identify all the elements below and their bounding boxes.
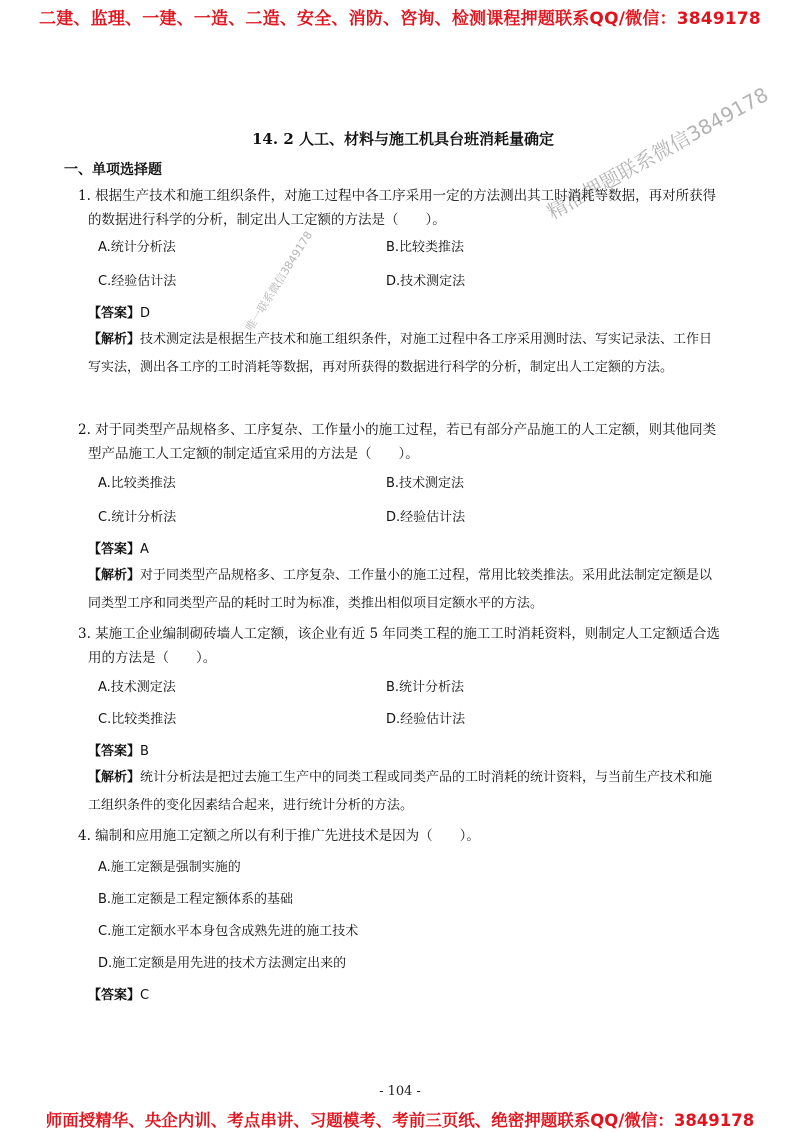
option-d: D.经验估计法 [386, 712, 466, 727]
answer-text: A [140, 542, 149, 557]
answer [88, 302, 150, 321]
answer [88, 740, 149, 759]
watermark-middle: 唯一联系微信3849178 [243, 229, 316, 334]
analysis [88, 764, 720, 820]
question-stem: 3. 某施工企业编制砌砖墙人工定额，该企业有近 5 年同类工程的施工工时消耗资料，则制定人工定额适合选用的方法是（ ）。 [78, 626, 720, 666]
option-d: D.施工定额是用先进的技术方法测定出来的 [98, 956, 347, 971]
option-b: B.比较类推法 [386, 240, 465, 255]
question-3 [78, 622, 728, 670]
option-d: D.技术测定法 [386, 274, 466, 289]
option-a: A.施工定额是强制实施的 [98, 860, 241, 875]
answer-marker: 【答案】 [88, 988, 141, 1003]
analysis [88, 562, 720, 618]
page-number: - 104 - [379, 1084, 421, 1099]
answer-marker: 【答案】 [88, 744, 141, 759]
question-stem: 1. 根据生产技术和施工组织条件，对施工过程中各工序采用一定的方法测出其工时消耗等数据，再对所获得的数据进行科学的分析，制定出人工定额的方法是（ ）。 [78, 188, 717, 228]
option-b: B.施工定额是工程定额体系的基础 [98, 892, 294, 907]
option-c: C.施工定额水平本身包含成熟先进的施工技术 [98, 924, 359, 939]
watermark-top: 精准押题联系微信3849178 [542, 82, 773, 225]
option-b: B.技术测定法 [386, 476, 465, 491]
answer-marker: 【解析】 [88, 568, 141, 583]
answer-text: 统计分析法是把过去施工生产中的同类工程或同类产品的工时消耗的统计资料，与当前生产技术和施工组织条件的变化因素结合起来，进行统计分析的方法。 [88, 770, 713, 813]
option-a: A.比较类推法 [98, 476, 176, 491]
answer-marker: 【解析】 [88, 770, 141, 785]
question-1 [78, 184, 728, 232]
page-title: 14. 2 人工、材料与施工机具台班消耗量确定 [252, 130, 554, 148]
footer-banner: 师面授精华、央企内训、考点串讲、习题模考、考前三页纸、绝密押题联系QQ/微信：3849178 [45, 1111, 755, 1130]
answer-marker: 【答案】 [88, 542, 141, 557]
question-stem: 4. 编制和应用施工定额之所以有利于推广先进技术是因为（ ）。 [78, 828, 480, 844]
analysis [88, 326, 720, 382]
question-stem: 2. 对于同类型产品规格多、工序复杂、工作量小的施工过程，若已有部分产品施工的人工定额，则其他同类型产品施工人工定额的制定适宜采用的方法是（ ）。 [78, 422, 717, 462]
option-a: A.统计分析法 [98, 240, 176, 255]
answer-text: 对于同类型产品规格多、工序复杂、工作量小的施工过程，常用比较类推法。采用此法制定定额是以同类型工序和同类型产品的耗时工时为标准，类推出相似项目定额水平的方法。 [88, 568, 713, 611]
section-heading: 一、单项选择题 [64, 162, 162, 178]
option-c: C.经验估计法 [98, 274, 177, 289]
answer-text: D [140, 306, 151, 321]
answer-text: B [140, 744, 149, 759]
option-c: C.统计分析法 [98, 510, 177, 525]
question-2 [78, 418, 728, 466]
answer-text: C [140, 988, 150, 1003]
question-4 [78, 824, 728, 848]
answer [88, 538, 149, 557]
answer [88, 984, 149, 1003]
header-banner: 二建、监理、一建、一造、二造、安全、消防、咨询、检测课程押题联系QQ/微信：3849178 [39, 9, 761, 29]
answer-marker: 【答案】 [88, 306, 141, 321]
answer-marker: 【解析】 [88, 332, 141, 347]
option-d: D.经验估计法 [386, 510, 466, 525]
answer-text: 技术测定法是根据生产技术和施工组织条件，对施工过程中各工序采用测时法、写实记录法、工作日写实法，测出各工序的工时消耗等数据，再对所获得的数据进行科学的分析，制定出人工定额的方法。 [88, 332, 713, 375]
option-a: A.技术测定法 [98, 680, 176, 695]
option-c: C.比较类推法 [98, 712, 177, 727]
option-b: B.统计分析法 [386, 680, 465, 695]
